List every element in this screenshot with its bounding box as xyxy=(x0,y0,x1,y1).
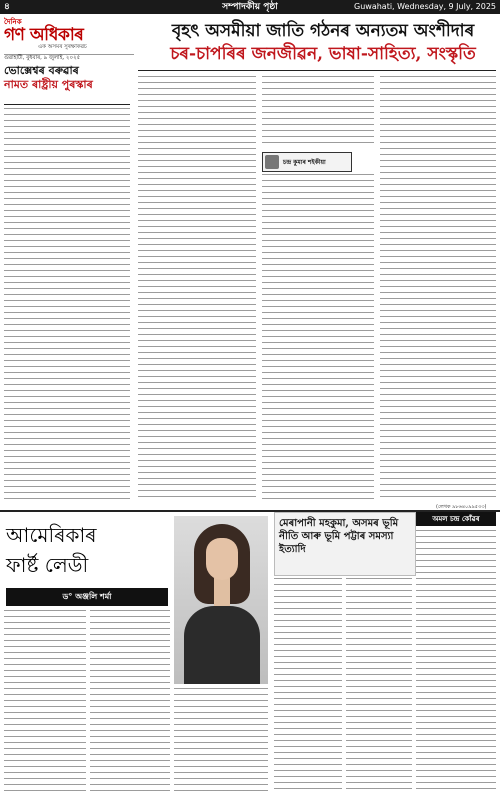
masthead-label: দৈনিক xyxy=(4,18,22,26)
masthead-logo: গণ অধিকাৰ xyxy=(4,25,84,45)
section-title: সম্পাদকীয় পৃষ্ঠা xyxy=(222,2,278,12)
footnote: (লেখক ৯৮৬৪০৯৯৫৩৩) xyxy=(436,504,487,510)
byline-box xyxy=(262,152,352,172)
article-column-2 xyxy=(262,174,374,500)
article-column-2-top xyxy=(262,76,374,148)
sidebar-article-body xyxy=(4,108,130,500)
divider xyxy=(138,70,496,71)
photo-body xyxy=(184,606,260,684)
author-photo xyxy=(265,155,279,169)
divider xyxy=(4,104,130,105)
headline-line-1: বৃহৎ অসমীয়া জাতি গঠনৰ অন্যতম অংশীদাৰ xyxy=(171,21,475,41)
right-article-headline-box xyxy=(274,512,416,576)
page-header-bar xyxy=(0,0,500,14)
article-column-3 xyxy=(380,76,496,500)
masthead-tagline: এক অসমৰ সুৰক্ষাকৱচ xyxy=(38,44,87,50)
right-article-title: মেৰাপানী মহকুমা, অসমৰ ভূমি নীতি আৰু ভূমি পট্টাৰ সমস্যা ইত্যাদি xyxy=(279,518,399,555)
feature-photo xyxy=(174,516,268,684)
right-article-column-2 xyxy=(416,530,496,792)
page-number: ৪ xyxy=(4,2,10,12)
right-article-author: অমল চন্দ্ৰ কোঁৱৰ xyxy=(416,512,496,526)
article-column-1 xyxy=(138,76,256,500)
feature-title-line-1: আমেৰিকাৰ xyxy=(6,523,97,547)
right-article-column-1b xyxy=(346,578,412,792)
feature-title-line-2: ফাৰ্ষ্ট লেডী xyxy=(6,553,89,577)
photo-neck xyxy=(214,578,230,608)
headline-line-2: চৰ-চাপৰিৰ জনজীৱন, ভাষা-সাহিত্য, সংস্কৃতি xyxy=(170,44,476,64)
feature-column-3 xyxy=(174,688,268,792)
feature-title xyxy=(6,520,174,580)
right-article-column-1a xyxy=(274,578,342,792)
byline-name: চন্দ্ৰ কুমাৰ শইকীয়া xyxy=(283,159,326,166)
feature-column-2 xyxy=(90,610,170,792)
sidebar-headline-line-1: ভোক্সেশ্বৰ বৰুৱাৰ xyxy=(4,64,79,77)
feature-author: ড° অঞ্জলি শৰ্মা xyxy=(6,588,168,606)
main-headline xyxy=(150,20,496,66)
sidebar-headline-line-2: নামত ৰাষ্ট্ৰীয় পুৰস্কাৰ xyxy=(4,78,93,91)
photo-face xyxy=(206,538,238,580)
sidebar-headline xyxy=(4,64,130,104)
date-line: Guwahati, Wednesday, 9 July, 2025 xyxy=(354,2,496,11)
feature-column-1 xyxy=(4,610,86,792)
masthead-dateline: গুৱাহাটী, বুধবাৰ, ৯ জুলাই, ২০২৫ xyxy=(4,54,134,63)
masthead xyxy=(4,16,134,60)
